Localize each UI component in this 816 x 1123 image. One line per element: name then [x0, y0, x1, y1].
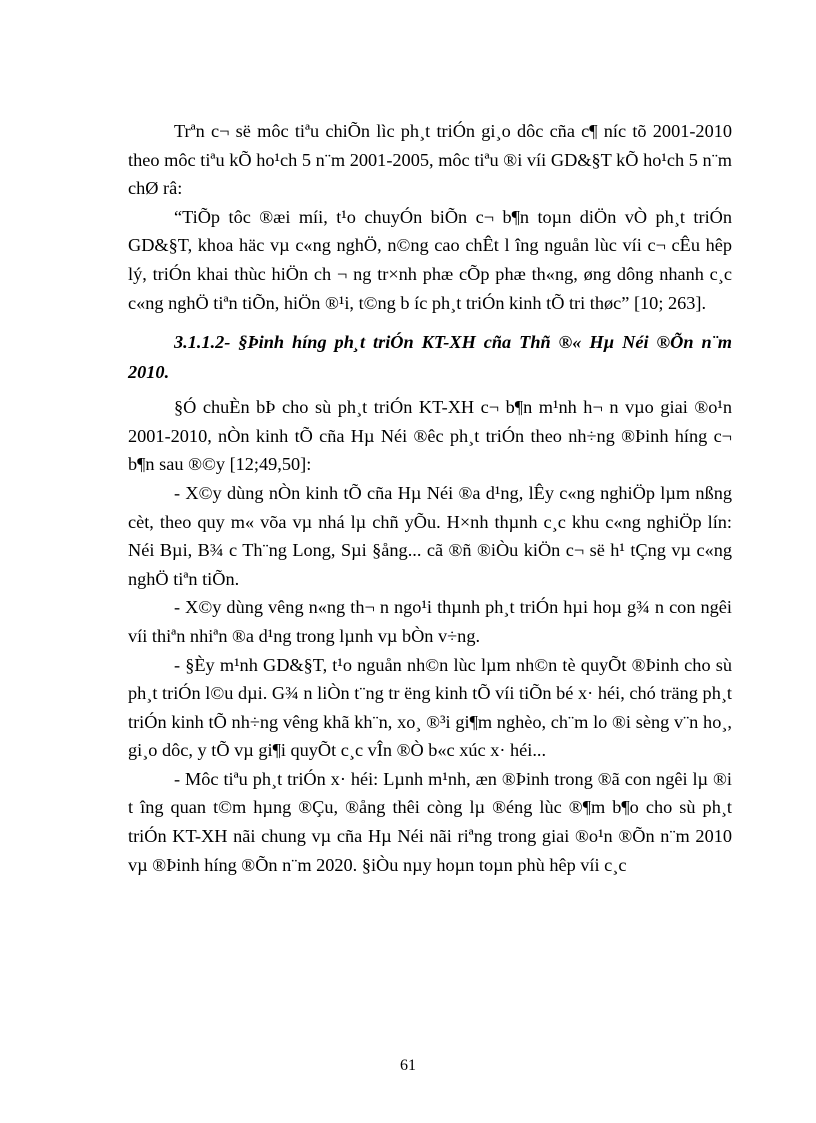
intro-paragraph-1: Trªn c¬ së môc tiªu chiÕn lìc ph¸t triÓn gi¸o dôc cña c¶ níc tõ 2001-2010 theo môc tiªu kÕ ho¹ch 5 n¨m 2001-2005, môc tiªu ®i víi GD&§T kÕ ho¹ch 5 n¨m chØ râ:: [128, 121, 732, 199]
intro-quote-paragraph: “TiÕp tôc ®æi míi, t¹o chuyÓn biÕn c¬ b¶n toµn diÖn vÒ ph¸t triÓn GD&§T, khoa häc vµ c«ng nghÖ, n©ng cao chÊt l îng nguån lùc víi c¬ cÊu hêp lý, triÓn khai thùc hiÖn ch ¬ ng tr×nh phæ cÕp phæ th«ng, øng dông nhanh c¸c c«ng nghÖ tiªn tiÕn, hiÖn ®¹i, t©ng b íc ph¸t triÓn kinh tÕ tri thøc” [10; 263].: [128, 206, 732, 313]
body-paragraph-3: - X©y dùng vêng n«ng th¬ n ngo¹i thµnh ph¸t triÓn hµi hoµ g¾ n con ngêi víi thiªn nhiªn ®a d¹ng trong lµnh vµ bÒn v÷ng.: [128, 597, 732, 646]
body-paragraph-2: - X©y dùng nÒn kinh tÕ cña Hµ Néi ®a d¹ng, lÊy c«ng nghiÖp lµm nßng cèt, theo quy m« võa vµ nhá lµ chñ yÕu. H×nh thµnh c¸c khu c«ng nghiÖp lín: Néi Bµi, B¾ c Th¨ng Long, Sµi §ång... cã ®ñ ®iÒu kiÖn c¬ së h¹ tÇng vµ c«ng nghÖ tiªn tiÕn.: [128, 482, 732, 589]
body-paragraph-4: - §Èy m¹nh GD&§T, t¹o nguån nh©n lùc lµm nh©n tè quyÕt ®Þinh cho sù ph¸t triÓn l©u dµi. G¾ n liÒn t¨ng tr ëng kinh tÕ víi tiÕn bé x· héi, chó träng ph¸t triÓn kinh tÕ nh÷ng vêng khã kh¨n, xo¸ ®³i gi¶m nghèo, ch¨m lo ®i sèng v¨n ho¸, gi¸o dôc, y tÕ vµ gi¶i quyÕt c¸c vÎn ®Ò b«c xúc x· héi...: [128, 654, 732, 761]
section-heading: 3.1.1.2- §Þinh híng ph¸t triÓn KT-XH cña Thñ ®« Hµ Néi ®Õn n¨m 2010.: [128, 332, 732, 383]
page-body: [128, 117, 732, 1077]
body-paragraph-1: §Ó chuÈn bÞ cho sù ph¸t triÓn KT-XH c¬ b¶n m¹nh h¬ n vµo giai ®o¹n 2001-2010, nÒn kinh tÕ cña Hµ Néi ®êc ph¸t triÓn theo nh÷ng ®Þinh híng c¬ b¶n sau ®©y [12;49,50]:: [128, 397, 732, 475]
page-number: 61: [400, 1057, 416, 1074]
body-paragraph-5: - Môc tiªu ph¸t triÓn x· héi: Lµnh m¹nh, æn ®Þinh trong ®ã con ngêi lµ ®i t îng quan t©m hµng ®Çu, ®ång thêi còng lµ ®éng lùc ®¶m b¶o cho sù ph¸t triÓn KT-XH nãi chung vµ cña Hµ Néi nãi riªng trong giai ®o¹n ®Õn n¨m 2010 vµ ®Þinh híng ®Õn n¨m 2020. §iÒu nµy hoµn toµn phù hêp víi c¸c: [128, 768, 732, 875]
